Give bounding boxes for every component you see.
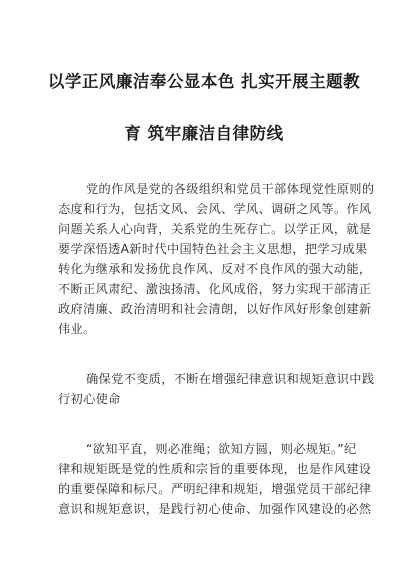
- paragraph-line: 政府清廉、政治清明和社会清朗，以好作风好形象创建新: [58, 302, 372, 316]
- document-title-line-2: 育 筑牢廉洁自律防线: [124, 124, 284, 143]
- paragraph-line: 党的作风是党的各级组织和党员干部体现党性原则的: [86, 182, 375, 196]
- paragraph-line: 伟业。: [58, 322, 96, 336]
- paragraph-line: 态度和行为，包括文风、会风、学风、调研之风等。作风: [58, 202, 372, 216]
- document-title-line-1: 以学正风廉洁奉公显本色 扎实开展主题教: [47, 72, 361, 91]
- paragraph-line: 律和规矩既是党的性质和宗旨的重要体现，也是作风建设: [58, 462, 372, 476]
- paragraph-line: 不断正风肃纪、激浊扬清、化风成俗，努力实现干部清正: [58, 282, 372, 296]
- paragraph-line: 问题关系人心向背，关系党的生死存亡。以学正风，就是: [58, 222, 372, 236]
- paragraph-line: 意识和规矩意识，是践行初心使命、加强作风建设的必然: [58, 502, 372, 516]
- section-heading-line: 确保党不变质，不断在增强纪律意识和规矩意识中践: [86, 372, 375, 386]
- paragraph-line: 转化为继承和发扬优良作风、反对不良作风的强大动能，: [58, 262, 372, 276]
- paragraph-line: 的重要保障和标尺。严明纪律和规矩，增强党员干部纪律: [58, 482, 372, 496]
- section-heading-line: 行初心使命: [58, 392, 121, 406]
- paragraph-line: “欲知平直，则必准绳；欲知方圆，则必规矩。”纪: [86, 442, 357, 456]
- paragraph-line: 要学深悟透A新时代中国特色社会主义思想，把学习成果: [58, 242, 368, 256]
